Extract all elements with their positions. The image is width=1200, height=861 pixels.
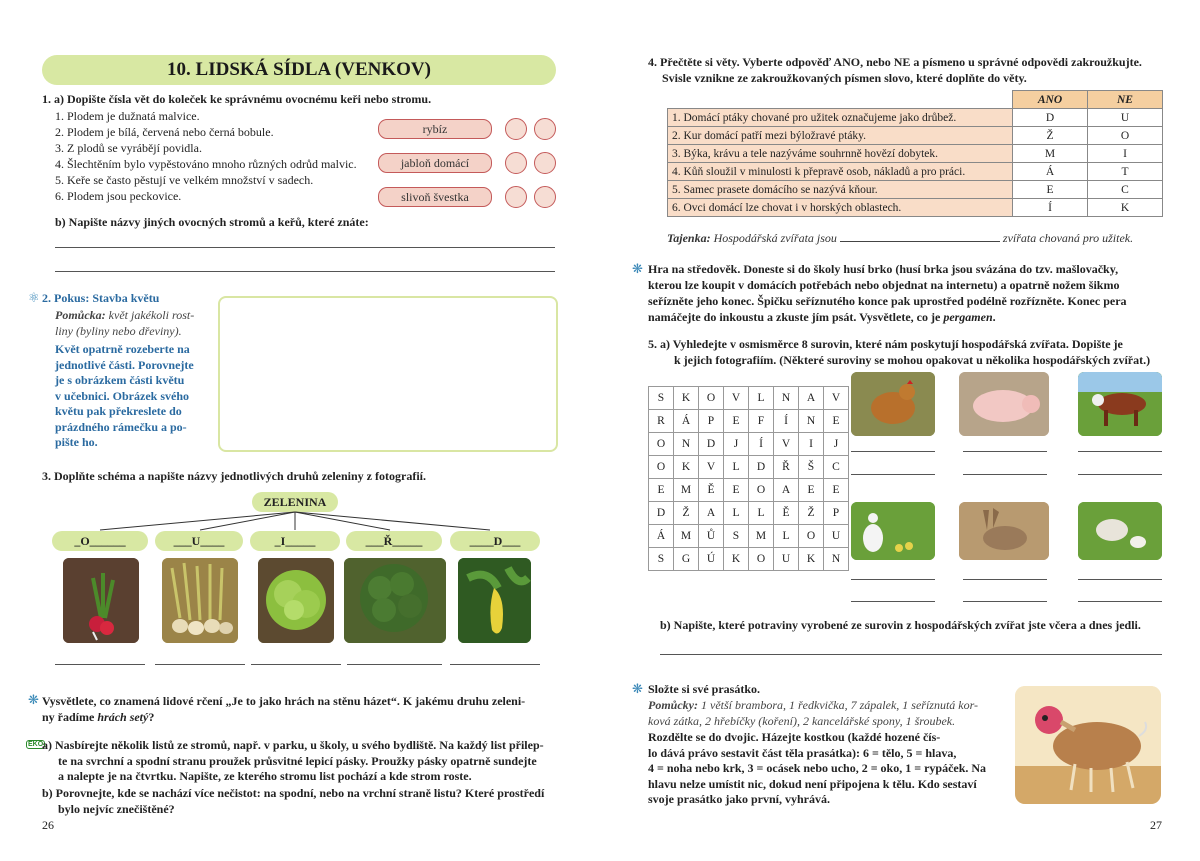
grid-cell[interactable]: J (824, 433, 849, 456)
proverb-italic: hrách setý (97, 710, 149, 724)
eko-task-a (42, 738, 562, 785)
q1a-item: 2. Plodem je bílá, červená nebo černá bobule. (55, 125, 274, 139)
q4-heading-2: Svisle vznikne ze zakroužkovaných písmen slovo, které doplňte do věty. (662, 71, 1027, 85)
grid-cell[interactable]: O (649, 456, 674, 479)
grid-cell[interactable]: L (749, 502, 774, 525)
pig-task-title: Složte si své prasátko. (648, 682, 760, 696)
row-text: 3. Býka, krávu a tele nazýváme souhrnně hovězí dobytek. (668, 145, 1013, 163)
grid-cell[interactable]: Š (799, 456, 824, 479)
grid-row (649, 387, 849, 410)
eko-a-line: a) Nasbírejte několik listů ze stromů, např. v parku, u školy, u svého bydliště. Na každý list přilep- (42, 738, 544, 752)
table-row (668, 199, 1163, 217)
grid-cell[interactable]: S (649, 548, 674, 571)
q5a-heading (648, 336, 1168, 368)
grid-cell[interactable]: L (774, 525, 799, 548)
grid-cell[interactable]: Ů (699, 525, 724, 548)
grid-cell[interactable]: M (674, 479, 699, 502)
grid-cell[interactable]: Ě (699, 479, 724, 502)
pig-tools (648, 698, 1008, 729)
tajenka-blank[interactable] (840, 241, 1000, 242)
grid-cell[interactable]: V (824, 387, 849, 410)
goose-photo (851, 502, 935, 560)
row-text: 5. Samec prasete domácího se nazývá kňour. (668, 181, 1013, 199)
word-search-grid (648, 386, 849, 571)
q2-line: Květ opatrně rozeberte na (55, 342, 190, 356)
game-line: seřízněte jeho konec. Špičku seříznutého konce pak uprostřed podélně rozřízněte. Konec pera (648, 294, 1127, 308)
pepper-photo (458, 558, 531, 643)
grid-cell[interactable]: E (649, 479, 674, 502)
answer-line[interactable] (851, 601, 935, 602)
answer-line[interactable] (963, 601, 1047, 602)
eko-a-line: a nalepte je na čtvrtku. Napište, ze kterého stromu list pochází a kde strom roste. (58, 769, 472, 783)
grid-cell[interactable]: U (774, 548, 799, 571)
q1a-item: 3. Z plodů se vyrábějí povidla. (55, 141, 202, 155)
proverb-line-2 (42, 709, 562, 725)
arrow-line (295, 512, 390, 530)
table-row (668, 181, 1163, 199)
grid-cell[interactable]: J (724, 433, 749, 456)
ano-letter[interactable]: Ž (1013, 127, 1088, 145)
answer-line[interactable] (660, 654, 1162, 655)
q2-line: je s obrázkem části květu (55, 373, 185, 387)
pig-tools-line: 1 větší brambora, 1 ředkvička, 7 zápalek, 1 seříznutá kor- (701, 698, 979, 712)
potato-pig-photo (1015, 686, 1161, 804)
grid-cell[interactable]: P (824, 502, 849, 525)
ne-letter[interactable]: K (1088, 199, 1163, 217)
grid-cell[interactable]: V (724, 387, 749, 410)
grid-cell[interactable]: D (699, 433, 724, 456)
ne-letter[interactable]: I (1088, 145, 1163, 163)
veg-label-2[interactable]: ___U____ (155, 531, 243, 551)
grid-cell[interactable]: O (749, 548, 774, 571)
grid-cell[interactable]: L (749, 387, 774, 410)
eko-b-line: bylo nejvíc znečištěné? (58, 801, 175, 816)
pig-tools-label: Pomůcky: (648, 698, 698, 712)
grid-cell[interactable]: S (649, 387, 674, 410)
lettuce-image (258, 558, 334, 643)
grid-row (649, 548, 849, 571)
grid-cell[interactable]: O (799, 525, 824, 548)
grid-row (649, 502, 849, 525)
game-task (648, 261, 1168, 325)
pig-line: 4 = noha nebo krk, 3 = ocásek nebo ucho, 2 = oko, 1 = rypáček. Na (648, 761, 987, 775)
grid-cell[interactable]: Ě (774, 502, 799, 525)
grid-cell[interactable]: A (774, 479, 799, 502)
veg-label-1[interactable]: _O______ (52, 531, 148, 551)
q2-tools-text: květ jakékoli rost- (108, 308, 195, 322)
q2-line: pište ho. (55, 435, 98, 449)
ano-letter[interactable]: M (1013, 145, 1088, 163)
broccoli-image (344, 558, 446, 643)
grid-cell[interactable]: D (749, 456, 774, 479)
sheep-image (1078, 502, 1162, 560)
rabbit-image (959, 502, 1049, 560)
grid-cell[interactable]: K (674, 456, 699, 479)
grid-cell[interactable]: E (799, 479, 824, 502)
answer-line[interactable] (1078, 451, 1162, 452)
grid-cell[interactable]: Ž (799, 502, 824, 525)
row-text: 2. Kur domácí patří mezi býložravé ptáky. (668, 127, 1013, 145)
arrow-line (295, 512, 490, 530)
ne-letter[interactable]: C (1088, 181, 1163, 199)
q1a-heading: 1. a) Dopište čísla vět do koleček ke správnému ovocnému keři nebo stromu. (42, 92, 432, 106)
grid-cell[interactable]: K (724, 548, 749, 571)
grid-cell[interactable]: A (799, 387, 824, 410)
pill-slivon: slivoň švestka (378, 187, 492, 207)
q1b-heading: b) Napište názvy jiných ovocných stromů a keřů, které znáte: (55, 215, 369, 229)
grid-cell[interactable]: I (799, 433, 824, 456)
ano-letter[interactable]: Í (1013, 199, 1088, 217)
grid-cell[interactable]: P (699, 410, 724, 433)
grid-cell[interactable]: S (724, 525, 749, 548)
q1a-item: 6. Plodem jsou peckovice. (55, 189, 182, 203)
proverb-task (42, 693, 562, 725)
game-line (648, 309, 1168, 325)
radish-photo (63, 558, 139, 643)
right-page (600, 0, 1200, 861)
table-row (668, 163, 1163, 181)
grid-cell[interactable]: O (699, 387, 724, 410)
page-number: 27 (1150, 818, 1162, 832)
eko-a-line: te na svrchní a spodní stranu proužek průsvitné lepicí pásky. Proužky pásky opatrně sundejte (58, 753, 537, 768)
q2-line: v učebnici. Obrázek svého (55, 388, 189, 403)
grid-cell[interactable]: E (824, 479, 849, 502)
puzzle-icon: ❋ (28, 692, 39, 707)
table-row (668, 145, 1163, 163)
table-row (668, 127, 1163, 145)
answer-line[interactable] (155, 664, 245, 665)
pig-line: svoje prasátko jako první, vyhrává. (648, 792, 831, 806)
pig-photo (959, 372, 1049, 436)
ne-letter[interactable]: T (1088, 163, 1163, 181)
q2-line: květu pak překreslete do (55, 404, 182, 418)
answer-line[interactable] (450, 664, 540, 665)
q1a-item: 1. Plodem je dužnatá malvice. (55, 109, 200, 123)
grid-cell[interactable]: L (724, 502, 749, 525)
grid-cell[interactable]: D (649, 502, 674, 525)
grid-cell[interactable]: E (824, 410, 849, 433)
page-title: 10. LIDSKÁ SÍDLA (VENKOV) (42, 55, 556, 85)
grid-cell[interactable]: V (699, 456, 724, 479)
grid-row (649, 479, 849, 502)
pig-line: lo dává právo sestavit část těla prasátka): 6 = tělo, 5 = hlava, (648, 745, 957, 760)
grid-cell[interactable]: G (674, 548, 699, 571)
q4-heading: 4. Přečtěte si věty. Vyberte odpověď ANO, nebo NE a písmeno u správné odpovědi zakroužkujte. (648, 55, 1142, 69)
veg-label-3[interactable]: _I_____ (250, 531, 340, 551)
grid-cell[interactable]: N (799, 410, 824, 433)
grid-cell[interactable]: K (799, 548, 824, 571)
grid-cell[interactable]: U (824, 525, 849, 548)
grid-cell[interactable]: Í (774, 410, 799, 433)
answer-line[interactable] (851, 451, 935, 452)
q5a-line: 5. a) Vyhledejte v osmisměrce 8 surovin, které nám poskytují hospodářská zvířata. Dopište je (648, 337, 1123, 351)
goose-image (851, 502, 935, 560)
puzzle-icon: ❋ (632, 681, 643, 696)
q1a-item: 5. Keře se často pěstují ve velkém množství v sadech. (55, 173, 314, 187)
lettuce-photo (258, 558, 334, 643)
q2-line: jednotlivé části. Porovnejte (55, 357, 194, 372)
ne-letter[interactable]: O (1088, 127, 1163, 145)
cow-photo (1078, 372, 1162, 436)
q2-line: prázdného rámečku a po- (55, 419, 187, 434)
game-line: Hra na středověk. Doneste si do školy husí brko (husí brka jsou svázána do tzv. mašlovačky, (648, 262, 1119, 276)
pig-tools-line: ková zátka, 2 hřebíčky (koření), 2 kancelářské spony, 1 šroubek. (648, 713, 956, 728)
pig-line: hlavu nelze umístit nic, dokud není připojena k tělu. Kdo sestaví (648, 776, 977, 791)
grid-row (649, 433, 849, 456)
col-ano: ANO (1013, 91, 1088, 109)
q1a-item: 4. Šlechtěním bylo vypěstováno mnoho různých odrůd malvic. (55, 157, 357, 171)
row-text: 1. Domácí ptáky chované pro užitek označujeme jako drůbež. (668, 109, 1013, 127)
q2-tools-label: Pomůcka: (55, 308, 106, 322)
grid-cell[interactable]: E (724, 410, 749, 433)
ano-letter[interactable]: Á (1013, 163, 1088, 181)
broccoli-photo (344, 558, 446, 643)
pill-rybiz: rybíz (378, 119, 492, 139)
grid-cell[interactable]: C (824, 456, 849, 479)
grid-cell[interactable]: Ž (674, 502, 699, 525)
ne-letter[interactable]: U (1088, 109, 1163, 127)
experiment-icon: ⚛ (28, 290, 40, 305)
eko-tag: EKO (28, 741, 44, 748)
grid-cell[interactable]: A (699, 502, 724, 525)
grid-row (649, 410, 849, 433)
pig-image (959, 372, 1049, 436)
grid-cell[interactable]: Ú (699, 548, 724, 571)
row-text: 6. Ovci domácí lze chovat i v horských oblastech. (668, 199, 1013, 217)
proverb-line-1: Vysvětlete, co znamená lidové rčení „Je to jako hrách na stěnu házet“. K jakému druhu zeleni- (42, 694, 526, 708)
grid-cell[interactable]: O (749, 479, 774, 502)
col-ne: NE (1088, 91, 1163, 109)
proverb-text: ny řadíme (42, 710, 98, 724)
answer-line[interactable] (347, 664, 442, 665)
q2-heading: 2. Pokus: Stavba květu (42, 291, 160, 305)
q5b-heading: b) Napište, které potraviny vyrobené ze surovin z hospodářských zvířat jste včera a dnes jedli. (660, 618, 1141, 632)
veg-label-4[interactable]: ___Ř_____ (346, 531, 442, 551)
grid-cell[interactable]: K (674, 387, 699, 410)
q5a-line: k jejich fotografiím. (Některé suroviny se mohou opakovat u několika hospodářských zvířat.) (674, 353, 1151, 367)
grid-cell[interactable]: F (749, 410, 774, 433)
q2-tools-text2: liny (byliny nebo dřeviny). (55, 324, 182, 338)
grid-cell[interactable]: Á (674, 410, 699, 433)
hen-image (851, 372, 935, 436)
tajenka-label: Tajenka: (667, 231, 711, 245)
arrow-line (200, 512, 295, 530)
eko-task-b (42, 786, 562, 817)
proverb-end: ? (148, 710, 155, 724)
onion-photo (162, 558, 238, 643)
answer-line[interactable] (55, 664, 145, 665)
grid-cell[interactable]: N (824, 548, 849, 571)
grid-cell[interactable]: L (724, 456, 749, 479)
grid-cell[interactable]: E (724, 479, 749, 502)
game-italic: pergamen (943, 310, 993, 324)
answer-line[interactable] (1078, 579, 1162, 580)
answer-line[interactable] (851, 474, 935, 475)
ano-letter[interactable]: D (1013, 109, 1088, 127)
pill-jablon: jabloň domácí (378, 153, 492, 173)
grid-cell[interactable]: Á (649, 525, 674, 548)
answer-line[interactable] (963, 451, 1047, 452)
tajenka-text-2: zvířata chovaná pro užitek. (1002, 231, 1134, 245)
tajenka-text-1: Hospodářská zvířata jsou (713, 231, 837, 245)
hen-photo (851, 372, 935, 436)
q3-heading: 3. Doplňte schéma a napište názvy jednotlivých druhů zeleniny z fotografií. (42, 469, 426, 483)
answer-line[interactable] (963, 579, 1047, 580)
grid-row (649, 525, 849, 548)
pig-instructions (648, 730, 1008, 808)
veg-label-5[interactable]: ____D___ (450, 531, 540, 551)
puzzle-icon: ❋ (632, 261, 643, 276)
grid-cell[interactable]: O (649, 433, 674, 456)
game-line: kterou lze koupit v domácích potřebách nebo objednat na internetu) a opatrně nožem šikmo (648, 278, 1120, 292)
arrow-line (100, 512, 295, 530)
game-text: namáčejte do inkoustu a zkuste jím psát. Vysvětlete, co je (648, 310, 944, 324)
answer-line[interactable] (251, 664, 341, 665)
grid-cell[interactable]: Ř (774, 456, 799, 479)
ano-letter[interactable]: E (1013, 181, 1088, 199)
answer-line[interactable] (1078, 474, 1162, 475)
grid-cell[interactable]: M (749, 525, 774, 548)
answer-line[interactable] (963, 474, 1047, 475)
grid-cell[interactable]: Í (749, 433, 774, 456)
grid-cell[interactable]: M (674, 525, 699, 548)
answer-line[interactable] (851, 579, 935, 580)
row-text: 4. Kůň sloužil v minulosti k přepravě osob, nákladů a pro práci. (668, 163, 1013, 181)
ano-ne-table (667, 90, 1163, 217)
grid-row (649, 456, 849, 479)
page-number: 26 (42, 818, 54, 832)
table-row (668, 109, 1163, 127)
radish-image (63, 558, 139, 643)
game-end: . (992, 310, 996, 324)
pepper-image (458, 558, 531, 643)
tajenka (667, 231, 1133, 246)
grid-cell[interactable]: N (674, 433, 699, 456)
grid-cell[interactable]: N (774, 387, 799, 410)
grid-cell[interactable]: V (774, 433, 799, 456)
onion-image (162, 558, 238, 643)
potato-pig-image (1015, 686, 1161, 804)
zelenina-label: ZELENINA (252, 492, 338, 512)
rabbit-photo (959, 502, 1049, 560)
answer-line[interactable] (1078, 601, 1162, 602)
cow-image (1078, 372, 1162, 436)
grid-cell[interactable]: R (649, 410, 674, 433)
eko-b-line: b) Porovnejte, kde se nachází více nečistot: na spodní, nebo na vrchní straně listu? Které prostředí (42, 786, 545, 800)
sheep-photo (1078, 502, 1162, 560)
pig-line: Rozdělte se do dvojic. Házejte kostkou (každé hozené čís- (648, 730, 941, 744)
